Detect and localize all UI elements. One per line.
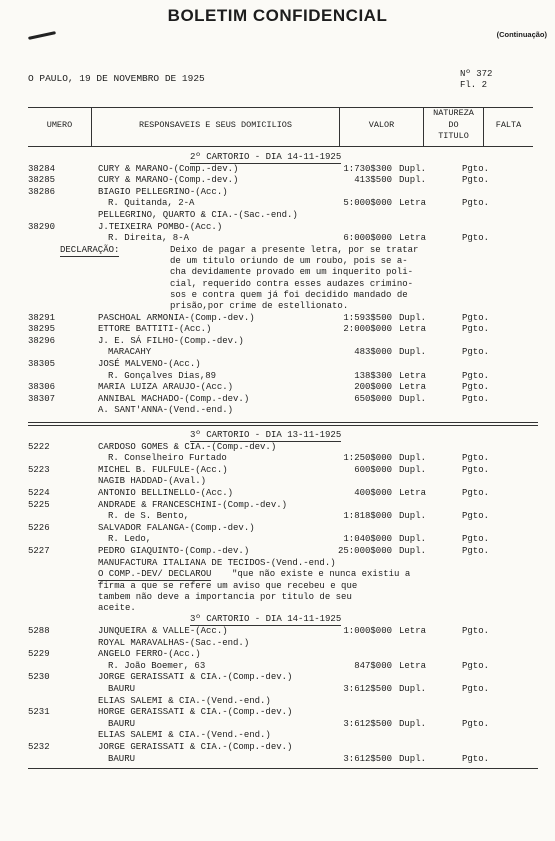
header-falta <box>484 108 533 146</box>
entry-number: 5230 <box>28 672 50 683</box>
entry-falta: Pgto. <box>462 233 490 244</box>
entry-falta: Pgto. <box>462 370 490 381</box>
entry-description: PASCHOAL ARMONIA-(Comp.-dev.) <box>98 312 255 323</box>
header-falta-label: FALTA <box>495 120 522 130</box>
declaration-line: tambem não deve a importancia por titulo de seu <box>98 591 352 602</box>
entry-description: J.TEIXEIRA POMBO-(Acc.) <box>98 221 223 232</box>
entry-description: ANGELO FERRO-(Acc.) <box>98 649 201 660</box>
entry-number: 38307 <box>28 393 56 404</box>
entry-value: 600$000 <box>354 464 392 475</box>
entry-natureza: Dupl. <box>399 453 427 464</box>
entry-value: 2:000$000 <box>343 324 392 335</box>
entry-falta: Pgto. <box>462 660 490 671</box>
entry-description: BAURU <box>108 684 136 694</box>
entry-description: R. Gonçalves Dias,89 <box>108 370 217 381</box>
entry-number: 5226 <box>28 522 50 533</box>
entry-description: PEDRO GIAQUINTO-(Comp.-dev.) <box>98 546 250 556</box>
bulletin-number: Nº 372 <box>460 69 493 79</box>
entry-description: CARDOSO GOMES & CIA.-(Comp.-dev.) <box>98 441 277 452</box>
entry-falta: Pgto. <box>462 312 490 323</box>
entry-number: 5231 <box>28 707 50 718</box>
entry-falta: Pgto. <box>462 511 490 522</box>
entry-natureza: Letra <box>399 198 427 209</box>
entry-description: BIAGIO PELLEGRINO-(Acc.) <box>98 186 228 197</box>
entry-natureza: Dupl. <box>399 312 427 323</box>
entry-description: ELIAS SALEMI & CIA.-(Vend.-end.) <box>98 730 271 741</box>
entry-description: JORGE GERAISSATI & CIA.-(Comp.-dev.) <box>98 672 293 683</box>
entry-value: 138$300 <box>354 370 392 381</box>
entry-description: CURY & MARANO-(Comp.-dev.) <box>98 175 239 186</box>
section-divider <box>28 422 538 423</box>
entry-value: 847$000 <box>354 660 392 671</box>
header-responsaveis-label: RESPONSAVEIS E SEUS DOMICILIOS <box>138 120 293 130</box>
entry-description: R. Ledo, <box>108 534 152 545</box>
declaration-label: DECLARAÇÃO: <box>60 244 120 255</box>
continuation-label: (Continuação) <box>496 30 547 39</box>
entry-description: BAURU <box>108 718 136 729</box>
section-header: 2º CARTORIO - DIA 14-11-1925 <box>190 152 342 162</box>
ink-mark <box>28 31 56 40</box>
page-title: BOLETIM CONFIDENCIAL <box>167 6 388 25</box>
header-numero-label: UMERO <box>46 120 73 130</box>
entry-description: MARACAHY <box>108 347 152 358</box>
entry-falta: Pgto. <box>462 453 490 464</box>
entry-falta: Pgto. <box>462 684 490 694</box>
entry-description: PELLEGRINO, QUARTO & CIA.-(Sac.-end.) <box>98 210 298 220</box>
entry-natureza: Dupl. <box>399 718 427 729</box>
entry-natureza: Letra <box>399 382 427 393</box>
entry-natureza: Dupl. <box>399 393 427 404</box>
entry-natureza: Dupl. <box>399 534 427 545</box>
header-valor <box>340 108 424 146</box>
header-natureza-line-3: TITULO <box>438 131 469 141</box>
header-valor-label: VALOR <box>368 120 395 130</box>
entry-number: 5225 <box>28 499 50 510</box>
entry-value: 400$000 <box>354 488 392 498</box>
entry-description: CURY & MARANO-(Comp.-dev.) <box>98 163 239 174</box>
number-block <box>460 69 492 91</box>
entry-description: MICHEL B. FULFULE-(Acc.) <box>98 464 228 475</box>
entry-number: 38296 <box>28 335 56 346</box>
entry-number: 38286 <box>28 186 56 197</box>
entry-description: R. Direita, 8-A <box>108 233 190 244</box>
table-header <box>28 107 533 147</box>
entry-value: 200$000 <box>354 382 392 393</box>
entry-natureza: Dupl. <box>399 175 427 186</box>
entry-value: 1:818$000 <box>343 511 392 522</box>
declaration-line: "que não existe e nunca existiu a <box>232 569 411 580</box>
declaration-line: Deixo de pagar a presente letra, por se tratar <box>170 244 419 255</box>
entry-natureza: Letra <box>399 660 427 671</box>
entry-natureza: Letra <box>399 370 427 381</box>
entry-number: 38295 <box>28 324 56 335</box>
entry-value: 1:040$000 <box>343 534 392 545</box>
entry-falta: Pgto. <box>462 546 490 556</box>
entry-number: 38285 <box>28 175 56 186</box>
entry-natureza: Dupl. <box>399 546 427 556</box>
entry-number: 38306 <box>28 382 56 393</box>
declaration-label: O COMP.-DEV/ DECLAROU <box>98 569 212 580</box>
entry-natureza: Dupl. <box>399 347 427 358</box>
entry-value: 5:000$000 <box>343 198 392 209</box>
entry-description: BAURU <box>108 753 136 764</box>
entry-falta: Pgto. <box>462 163 490 174</box>
entry-value: 650$000 <box>354 393 392 404</box>
entry-falta: Pgto. <box>462 464 490 475</box>
entry-description: R. Conselheiro Furtado <box>108 453 227 464</box>
entry-value: 6:000$000 <box>343 233 392 244</box>
entry-description: ANNIBAL MACHADO-(Comp.-dev.) <box>98 393 250 404</box>
entry-value: 1:250$000 <box>343 453 392 464</box>
declaration-line: prisão,por crime de estellionato. <box>170 301 349 312</box>
entry-falta: Pgto. <box>462 718 490 729</box>
entry-falta: Pgto. <box>462 393 490 404</box>
entry-description: R. Quitanda, 2-A <box>108 198 195 209</box>
entry-falta: Pgto. <box>462 324 490 335</box>
entry-description: JUNQUEIRA & VALLE-(Acc.) <box>98 626 228 636</box>
entry-natureza: Dupl. <box>399 163 427 174</box>
entry-falta: Pgto. <box>462 198 490 209</box>
dateline: O PAULO, 19 DE NOVEMBRO DE 1925 <box>28 73 205 84</box>
entry-number: 5222 <box>28 441 50 452</box>
entry-description: HORGE GERAISSATI & CIA.-(Comp.-dev.) <box>98 707 293 718</box>
header-responsaveis <box>92 108 340 146</box>
entry-number: 5232 <box>28 742 50 752</box>
entry-value: 3:612$500 <box>343 684 392 694</box>
entry-natureza: Dupl. <box>399 464 427 475</box>
entry-description: NAGIB HADDAD-(Aval.) <box>98 476 207 487</box>
entry-description: R. João Boemer, 63 <box>108 660 206 671</box>
entry-falta: Pgto. <box>462 534 490 545</box>
entry-natureza: Dupl. <box>399 684 427 694</box>
entry-description: SALVADOR FALANGA-(Comp.-dev.) <box>98 522 255 533</box>
entry-value: 25:000$000 <box>337 546 392 556</box>
section-header: 3º CARTORIO - DIA 13-11-1925 <box>190 430 342 440</box>
entry-number: 5227 <box>28 546 50 556</box>
entry-falta: Pgto. <box>462 626 490 636</box>
entry-falta: Pgto. <box>462 175 490 186</box>
entry-number: 5288 <box>28 626 50 636</box>
entry-falta: Pgto. <box>462 347 490 358</box>
entry-description: R. de S. Bento, <box>108 511 190 522</box>
entry-natureza: Letra <box>399 324 427 335</box>
entry-falta: Pgto. <box>462 382 490 393</box>
entry-value: 1:000$000 <box>343 626 392 636</box>
declaration-line: de um titulo oriundo de um roubo, pois se a- <box>170 256 408 267</box>
declaration-line: cha devidamente provado em um inquerito poli- <box>170 267 414 278</box>
header-natureza-label <box>424 108 483 143</box>
entry-description: J. E. SÁ FILHO-(Comp.-dev.) <box>98 335 244 346</box>
entry-number: 38284 <box>28 163 56 174</box>
entry-description: ANTONIO BELLINELLO-(Acc.) <box>98 488 234 498</box>
declaration-line: sos e contra quem já foi decidido mandado de <box>170 290 408 300</box>
entry-natureza: Letra <box>399 626 427 636</box>
entry-value: 3:612$500 <box>343 718 392 729</box>
entry-value: 3:612$500 <box>343 753 392 764</box>
entry-description: ROYAL MARAVALHAS-(Sac.-end.) <box>98 637 250 648</box>
entry-falta: Pgto. <box>462 753 490 764</box>
entry-natureza: Letra <box>399 488 427 498</box>
declaration-line: cial, requerido contra esses audazes crimino- <box>170 278 414 289</box>
entry-number: 5223 <box>28 464 50 475</box>
entry-description: JORGE GERAISSATI & CIA.-(Comp.-dev.) <box>98 742 293 752</box>
header-natureza-line-2: DO <box>448 119 459 130</box>
entry-description: MARIA LUIZA ARAUJO-(Acc.) <box>98 382 234 393</box>
header-natureza-line-1: NATUREZA <box>433 108 474 118</box>
entry-number: 38291 <box>28 312 56 323</box>
header-numero <box>28 108 92 146</box>
section-divider <box>28 425 538 426</box>
declaration-line: firma a que se refere um aviso que recebeu e que <box>98 580 358 591</box>
entry-value: 413$500 <box>354 175 392 186</box>
entry-number: 5224 <box>28 488 50 498</box>
entry-natureza: Dupl. <box>399 753 427 764</box>
declaration-line: aceite. <box>98 603 136 614</box>
entry-description: JOSÉ MALVENO-(Acc.) <box>98 359 201 369</box>
entry-value: 1:593$500 <box>343 312 392 323</box>
entry-number: 38305 <box>28 359 56 369</box>
entry-description: MANUFACTURA ITALIANA DE TECIDOS-(Vend.-end.) <box>98 557 336 568</box>
entry-description: A. SANT'ANNA-(Vend.-end.) <box>98 405 234 416</box>
bottom-rule <box>28 768 538 769</box>
entry-description: ELIAS SALEMI & CIA.-(Vend.-end.) <box>98 695 271 706</box>
section-header: 3º CARTORIO - DIA 14-11-1925 <box>190 614 342 625</box>
entry-natureza: Letra <box>399 233 427 244</box>
header-natureza <box>424 108 484 146</box>
entry-falta: Pgto. <box>462 488 490 498</box>
entry-description: ANDRADE & FRANCESCHINI-(Comp.-dev.) <box>98 499 288 510</box>
sheet-number: Fl. 2 <box>460 80 488 90</box>
entry-value: 1:730$300 <box>343 163 392 174</box>
entry-number: 38290 <box>28 221 56 232</box>
entry-natureza: Dupl. <box>399 511 427 522</box>
entry-description: ETTORE BATTITI-(Acc.) <box>98 324 212 335</box>
entry-number: 5229 <box>28 649 50 660</box>
entry-value: 483$000 <box>354 347 392 358</box>
